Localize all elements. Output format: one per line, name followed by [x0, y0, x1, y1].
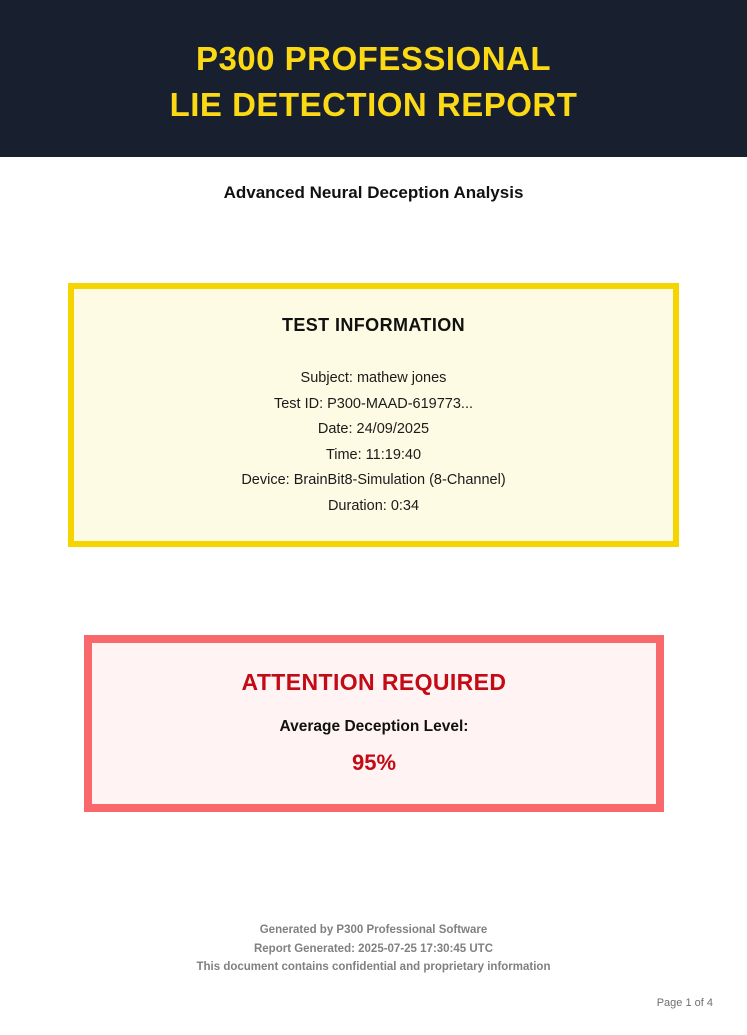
report-header	[0, 0, 747, 157]
test-information-panel	[68, 283, 679, 547]
page-number: Page 1 of 4	[656, 997, 713, 1009]
report-footer	[0, 921, 747, 977]
footer-generated-by: Generated by P300 Professional Software	[259, 924, 488, 936]
test-information-device: Device: BrainBit8-Simulation (8-Channel)	[241, 472, 506, 488]
footer-generated-timestamp: Report Generated: 2025-07-25 17:30:45 UTC	[253, 942, 494, 955]
report-subtitle: Advanced Neural Deception Analysis	[223, 183, 524, 202]
deception-alert-panel	[84, 635, 664, 812]
test-information-test-id: Test ID: P300-MAAD-619773...	[273, 395, 474, 412]
test-information-date: Date: 24/09/2025	[317, 421, 430, 437]
deception-alert-heading: ATTENTION REQUIRED	[241, 669, 507, 695]
test-information-duration: Duration: 0:34	[327, 497, 420, 514]
footer-confidentiality-notice: This document contains confidential and proprietary information	[196, 961, 551, 973]
test-information-subject: Subject: mathew jones	[300, 370, 447, 386]
test-information-heading: TEST INFORMATION	[281, 315, 466, 335]
report-title-line-2: LIE DETECTION REPORT	[169, 85, 578, 123]
average-deception-level-label: Average Deception Level:	[279, 718, 469, 735]
average-deception-level-value: 95%	[351, 750, 397, 775]
test-information-time: Time: 11:19:40	[325, 446, 422, 463]
report-title-line-1: P300 PROFESSIONAL	[195, 39, 552, 77]
